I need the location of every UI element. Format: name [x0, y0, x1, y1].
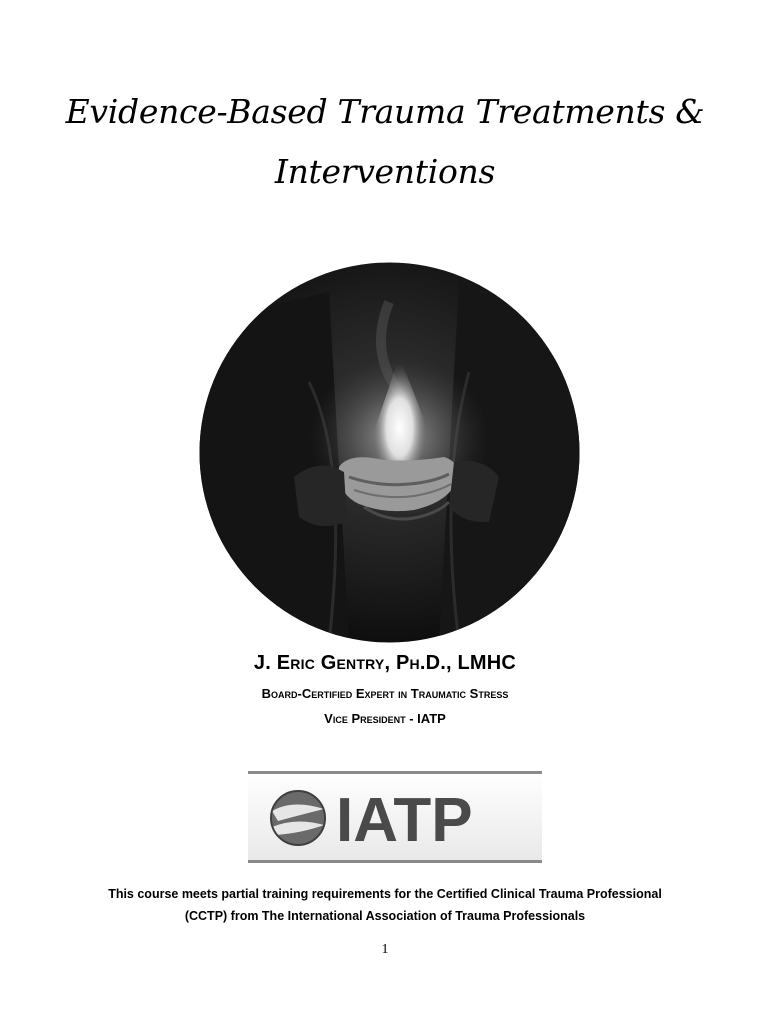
author-name: J. Eric Gentry, Ph.D., LMHC [253, 652, 517, 674]
author-title: Vice President - IATP [324, 711, 446, 726]
iatp-logo [248, 771, 542, 863]
document-title [0, 82, 770, 202]
title-line-2: Interventions [274, 152, 496, 191]
notice-line-1: This course meets partial training requirements for the Certified Clinical Trauma Professional [108, 887, 662, 901]
globe-swirl-icon [271, 791, 325, 845]
notice-line-2: (CCTP) from The International Association of Trauma Professionals [184, 909, 586, 923]
logo-text: IATP [336, 786, 473, 855]
course-notice [0, 883, 770, 927]
page-number: 1 [381, 942, 389, 957]
cover-photo-hands-flame [199, 262, 580, 643]
title-line-1: Evidence-Based Trauma Treatments & [65, 92, 705, 131]
author-credential: Board-Certified Expert in Traumatic Stress [261, 686, 509, 701]
